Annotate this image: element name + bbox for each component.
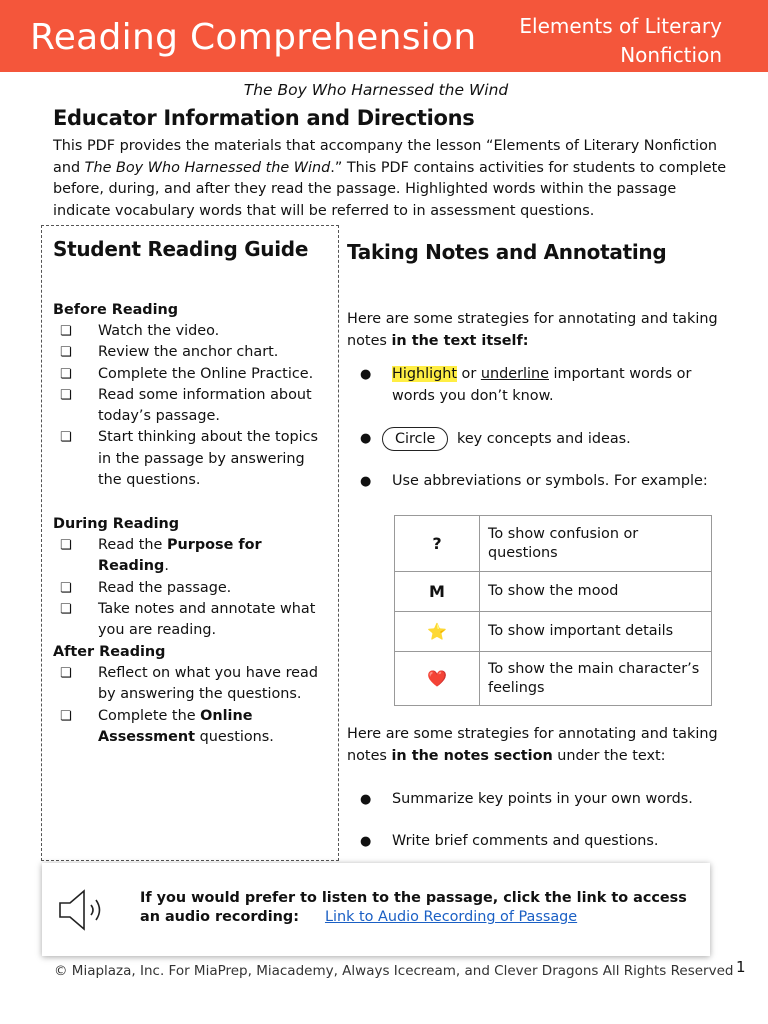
header-subtitle-line1: Elements of Literary	[519, 14, 722, 38]
guide-title: Student Reading Guide	[53, 237, 309, 261]
symbols-table	[394, 515, 712, 706]
audio-card	[42, 863, 710, 956]
checkbox-icon[interactable]: ❏	[60, 580, 72, 596]
task-item: ❏ Complete the Online Practice.	[53, 364, 323, 385]
checkbox-icon[interactable]: ❏	[60, 538, 72, 553]
task-item: ❏ Take notes and annotate what you are reading.	[60, 600, 316, 639]
checkbox-icon[interactable]: ❏	[60, 601, 72, 617]
before-reading-heading: Before Reading	[53, 302, 179, 318]
task-item: ❏ Watch the video.	[53, 321, 323, 342]
notes-heading: Taking Notes and Annotating	[347, 240, 667, 264]
heart-icon: ❤️	[395, 652, 480, 706]
bullet-icon: ●	[360, 834, 372, 849]
audio-link[interactable]: Link to Audio Recording of Passage	[324, 909, 578, 925]
task-item: ❏ Complete the Online Assessment questions.	[60, 707, 274, 745]
educator-intro	[53, 136, 733, 222]
header-subtitle-line2: Nonfiction	[620, 43, 722, 67]
bullet-icon: ●	[360, 431, 372, 446]
question-mark-symbol: ?	[395, 516, 480, 572]
header-title: Reading Comprehension	[30, 17, 477, 58]
checkbox-icon[interactable]: ❏	[60, 366, 72, 382]
star-icon: ⭐	[395, 612, 480, 652]
during-reading-group	[53, 514, 323, 641]
before-reading-group	[53, 300, 323, 491]
copyright-footer: © Miaplaza, Inc. For MiaPrep, Miacademy, Always Icecream, and Clever Dragons All Rights Reserved	[54, 963, 734, 979]
checkbox-icon[interactable]: ❏	[60, 708, 72, 724]
checkbox-icon[interactable]: ❏	[60, 387, 72, 403]
checkbox-icon[interactable]: ❏	[60, 345, 72, 361]
after-reading-heading: After Reading	[53, 644, 166, 660]
task-item: ❏ Read some information about today’s passage.	[60, 386, 312, 425]
mood-symbol: M	[395, 572, 480, 612]
after-reading-group	[53, 642, 323, 748]
notes-intro: Here are some strategies for annotating and taking notes in the text itself:	[347, 311, 718, 349]
bullet-icon: ●	[360, 367, 372, 382]
checkbox-icon[interactable]: ❏	[60, 324, 72, 339]
circle-sample: Circle	[382, 427, 448, 451]
book-title: The Boy Who Harnessed the Wind	[243, 81, 509, 99]
task-item: ❏ Read the Purpose for Reading.	[60, 537, 262, 575]
intro-text-cont: .” This PDF contains activities for students to complete before, during, and after they read the passage. Highlighted words within the passage indicate vocabulary words that will be referred to in assessment questions.	[53, 159, 727, 219]
task-item: ❏ Review the anchor chart.	[53, 342, 323, 363]
table-row: ? To show confusion or questions	[395, 516, 712, 572]
underline-sample: underline	[480, 366, 549, 382]
notes-section-intro: Here are some strategies for annotating and taking notes in the notes section under the text:	[347, 726, 718, 764]
checkbox-icon[interactable]: ❏	[60, 666, 72, 681]
bullet-icon: ●	[360, 474, 372, 489]
task-item: ❏ Reflect on what you have read by answering the questions.	[60, 665, 318, 703]
educator-heading: Educator Information and Directions	[53, 106, 475, 130]
task-item: ❏ Start thinking about the topics in the passage by answering the questions.	[60, 429, 319, 489]
intro-text: This PDF provides the materials that accompany the lesson “Elements of Literary Nonfiction and	[53, 138, 718, 176]
table-row: M To show the mood	[395, 572, 712, 612]
header-subtitle	[482, 12, 722, 70]
page-header	[0, 0, 768, 72]
task-item: ❏ Read the passage.	[53, 578, 323, 599]
table-row: ❤️ To show the main character’s feelings	[395, 652, 712, 706]
bullet-icon: ●	[360, 792, 372, 807]
speaker-icon[interactable]	[58, 887, 112, 933]
highlight-sample: Highlight	[392, 366, 457, 382]
checkbox-icon[interactable]: ❏	[60, 430, 72, 446]
during-reading-heading: During Reading	[53, 516, 180, 532]
student-reading-guide	[41, 225, 339, 861]
table-row: ⭐ To show important details	[395, 612, 712, 652]
audio-text: If you would prefer to listen to the passage, click the link to access an audio recording: Link to Audio Recording of Passage	[140, 890, 687, 925]
page-number: 1	[736, 958, 746, 976]
intro-book-title: The Boy Who Harnessed the Wind	[84, 159, 331, 176]
